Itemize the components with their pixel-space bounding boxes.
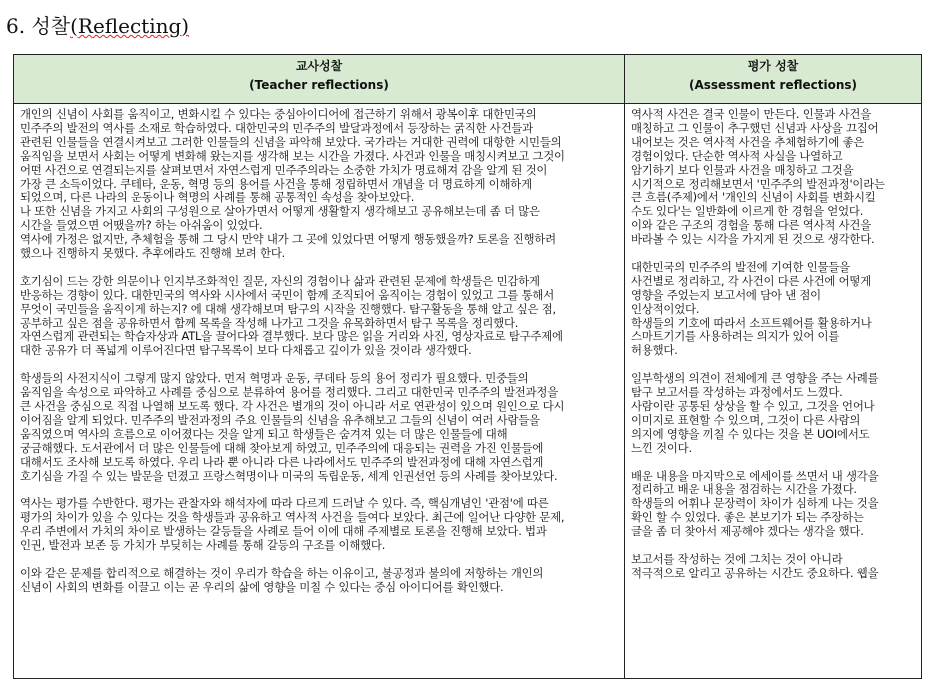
reflection-table [13, 54, 922, 679]
header-english: (Teacher reflections) [249, 78, 389, 92]
text-line: 나 또한 신념을 가지고 사회의 구성원으로 살아가면서 어떻게 생활할지 생각해보고 공유해보는데 좀 더 많은 [20, 204, 540, 219]
text-line: 사람이란 공통된 상상을 할 수 있고, 그것을 언어나 [631, 399, 875, 413]
text-line: 움직였으며 역사의 흐름으로 이어졌다는 것을 알게 되고 학생들은 숨겨져 있는 더 많은 인물들에 대해 [20, 426, 508, 441]
text-line: 되었으며, 다른 나라의 운동이나 혁명의 사례를 통해 공통적인 속성을 찾아보았다. [20, 190, 415, 205]
header-assessment-reflections [625, 55, 922, 104]
text-line: 신념이 사회의 변화를 이끌고 이는 곧 우리의 삶에 영향을 미칠 수 있다는 중심 아이디어를 확인했다. [20, 579, 504, 594]
text-line: 호기심을 가질 수 있는 발문을 던졌고 프랑스혁명이나 미국의 독립운동, 세계 인권선언 등의 사례를 찾아보았다. [20, 468, 558, 483]
teacher-reflections-cell [14, 104, 625, 679]
text-line: 역사에 가정은 없지만, 추체험을 통해 그 당시 만약 내가 그 곳에 있었다면 어떻게 행동했을까? 토론을 진행하려 [20, 232, 556, 247]
text-line: 이어짐을 알게 되었다. 민주주의 발전과정의 주요 인물들의 신념을 유추해보고 그들의 신념이 여러 사람들을 [20, 412, 540, 427]
text-line: 호기심이 드는 강한 의문이나 인지부조화적인 질문, 자신의 경험이나 삶과 관련된 문제에 학생들은 민감하게 [20, 273, 540, 288]
paragraph [20, 275, 618, 358]
text-line: 일부학생의 의견이 전체에게 큰 영향을 주는 사례를 [631, 371, 879, 386]
text-line: 바라볼 수 있는 시각을 가지게 된 것으로 생각한다. [631, 232, 875, 247]
text-line: 적극적으로 알리고 공유하는 시간도 중요하다. 웹을 [631, 565, 879, 580]
header-korean: 평가 성찰 [747, 59, 799, 73]
text-line: 사건별로 정리하고, 각 사건이 다른 사건에 어떻게 [631, 273, 872, 288]
header-korean: 교사성찰 [295, 59, 343, 73]
section-number: 6. [6, 14, 26, 38]
text-line: 의지에 영향을 끼칠 수 있다는 것을 본 UOI에서도 [631, 426, 870, 441]
text-line: 어떤 사건으로 연결되는지를 살펴보면서 자연스럽게 민주주의라는 소중한 가치가 명료해져 감을 알게 된 것이 [20, 162, 548, 177]
text-line: 학생들의 사전지식이 그렇게 많지 않았다. 먼저 혁명과 운동, 쿠데타 등의 용어 정리가 필요했다. 민중들의 [20, 371, 529, 386]
section-title-english: (Reflecting) [70, 14, 190, 38]
text-line: 느낀 것이다. [631, 440, 692, 455]
paragraph [20, 567, 618, 595]
text-line: 스마트기기를 사용하려는 의지가 있어 이를 [631, 329, 840, 344]
text-line: 했으나 진행하지 못했다. 추후에라도 진행해 보려 한다. [20, 246, 286, 261]
text-line: 암기하기 보다 인물과 사건을 매칭하고 그것을 [631, 162, 854, 177]
text-line: 역사적 사건은 결국 인물이 만든다. 인물과 사건을 [631, 107, 872, 121]
header-english: (Assessment reflections) [688, 78, 858, 92]
text-line: 글을 좀 더 찾아서 제공해야 겠다는 생각을 했다. [631, 524, 864, 539]
text-line: 평가의 차이가 있을 수 있다는 것을 학생들과 공유하고 역사적 사건을 들여다 보았다. 최근에 일어난 다양한 문제, [20, 510, 565, 525]
text-line: 관련된 인물들을 연결시켜보고 그러한 인물들의 신념을 파악해 보았다. 국가라는 거대한 권력에 대항한 시민들의 [20, 134, 562, 149]
text-line: 정리하고 배운 내용을 점검하는 시간을 가졌다. [631, 482, 857, 497]
text-line: 시기적으로 정리해보면서 '민주주의 발전과정'이라는 [631, 176, 885, 191]
section-title-korean: 성찰 [31, 14, 71, 38]
paragraph [20, 372, 618, 483]
header-teacher-reflections [14, 55, 625, 104]
text-line: 탐구 보고서를 작성하는 과정에서도 느꼈다. [631, 385, 843, 400]
paragraph [631, 553, 915, 581]
text-line: 움직임을 보면서 사회는 어떻게 변화해 왔는지를 생각해 보는 시간을 가졌다. 사건과 인물을 매칭시켜보고 그것이 [20, 148, 565, 163]
text-line: 영향을 주었는지 보고서에 담아 낸 점이 [631, 287, 821, 302]
text-line: 이미지로 표현할 수 있으며, 그것이 다른 사람의 [631, 412, 861, 427]
text-line: 역사는 평가를 수반한다. 평가는 관찰자와 해석자에 따라 다르게 드러날 수 있다. 즉, 핵심개념인 '관점'에 따른 [20, 496, 549, 511]
text-line: 학생들의 기호에 따라서 소프트웨어를 활용하거나 [631, 315, 872, 330]
text-line: 학생들의 어휘나 문장력이 차이가 심하게 나는 것을 [631, 496, 879, 511]
paragraph [631, 261, 915, 358]
text-line: 허용했다. [631, 343, 678, 358]
text-line: 경험이었다. 단순한 역사적 사실을 나열하고 [631, 148, 843, 163]
text-line: 이와 같은 구조의 경험을 통해 다른 역사적 사건을 [631, 218, 872, 233]
paragraph [631, 372, 915, 455]
text-line: 인상적이었다. [631, 301, 700, 316]
text-line: 가장 큰 소득이었다. 쿠테타, 운동, 혁명 등의 용어를 사건을 통해 정립하면서 개념을 더 명료하게 이해하게 [20, 176, 532, 191]
text-line: 민주주의 발전의 역사를 소재로 학습하였다. 대한민국의 민주주의 발달과정에서 등장하는 굵직한 사건들과 [20, 120, 533, 135]
text-line: 반응하는 경향이 있다. 대한민국의 역사와 시사에서 국민이 함께 조직되어 움직이는 경험이 있었고 그를 통해서 [20, 287, 555, 302]
text-line: 개인의 신념이 사회를 움직이고, 변화시킬 수 있다는 중심아이디어에 접근하기 위해서 광복이후 대한민국의 [20, 107, 537, 121]
text-line: 보고서를 작성하는 것에 그치는 것이 아니라 [631, 551, 843, 566]
paragraph [631, 470, 915, 540]
text-line: 자연스럽게 관련되는 학습자상과 ATL을 끌어다와 결부했다. 보다 많은 읽을 거리와 사진, 영상자료로 탐구주제에 [20, 329, 563, 344]
text-line: 확인 할 수 있었다. 좋은 본보기가 되는 주장하는 [631, 510, 864, 525]
text-line: 움직임을 속성으로 파악하고 사례를 중심으로 분류하여 용어를 정리했다. 그리고 대한민국 민주주의 발전과정을 [20, 385, 559, 400]
text-line: 수도 있다'는 일반화에 이르게 한 경험을 얻었다. [631, 204, 864, 219]
section-title [6, 10, 189, 39]
text-line: 매칭하고 그 인물이 추구했던 신념과 사상을 끄집어 [631, 120, 879, 135]
text-line: 큰 사건을 중심으로 직접 나열해 보도록 했다. 각 사건은 별개의 것이 아니라 서로 연관성이 있으며 원인으로 다시 [20, 399, 565, 413]
text-line: 대한민국의 민주주의 발전에 기여한 인물들을 [631, 259, 850, 274]
text-line: 대해서도 조사해 보도록 하였다. 우리 나라 뿐 아니라 다른 나라에서도 민주주의 발전과정에 대해 자연스럽게 [20, 454, 544, 469]
text-line: 배운 내용을 마지막으로 에세이를 쓰면서 내 생각을 [631, 468, 879, 483]
text-line: 내어보는 것은 역사적 사건을 추체험하기에 좋은 [631, 134, 865, 149]
text-line: 궁금해했다. 도서관에서 더 많은 인물들에 대해 찾아보게 하였고, 민주주의에 대응되는 권력을 가진 인물들에 [20, 440, 544, 455]
text-line: 공부하고 싶은 점을 공유하면서 함께 목록을 작성해 나가고 그것을 유목화하면서 탐구 목록을 정리했다. [20, 315, 519, 330]
text-line: 무엇이 국민들을 움직이게 하는지? 에 대해 생각해보며 탐구의 시작을 진행했다. 탐구활동을 통해 알고 싶은 점, [20, 301, 556, 316]
paragraph [20, 497, 618, 553]
text-line: 대한 공유가 더 폭넓게 이루어진다면 탐구목록이 보다 다채롭고 깊이가 있을 것이라 생각했다. [20, 343, 472, 358]
text-line: 이와 같은 문제를 합리적으로 해결하는 것이 우리가 학습을 하는 이유이고, 불공정과 불의에 저항하는 개인의 [20, 565, 544, 580]
paragraph [631, 108, 915, 247]
text-line: 인권, 발전과 보존 등 가치가 부딪히는 사례를 통해 갈등의 구조를 이해했다. [20, 538, 386, 553]
assessment-reflections-cell [625, 104, 922, 679]
text-line: 우리 주변에서 가치의 차이로 발생하는 갈등들을 사례로 들어 이에 대해 주제별로 토론을 진행해 보았다. 법과 [20, 524, 547, 539]
text-line: 큰 흐름(주제)에서 '개인의 신념이 사회를 변화시킬 [631, 190, 876, 205]
text-line: 시간을 들였으면 어땠을까? 하는 아쉬움이 있었다. [20, 218, 263, 233]
paragraph [20, 108, 618, 261]
